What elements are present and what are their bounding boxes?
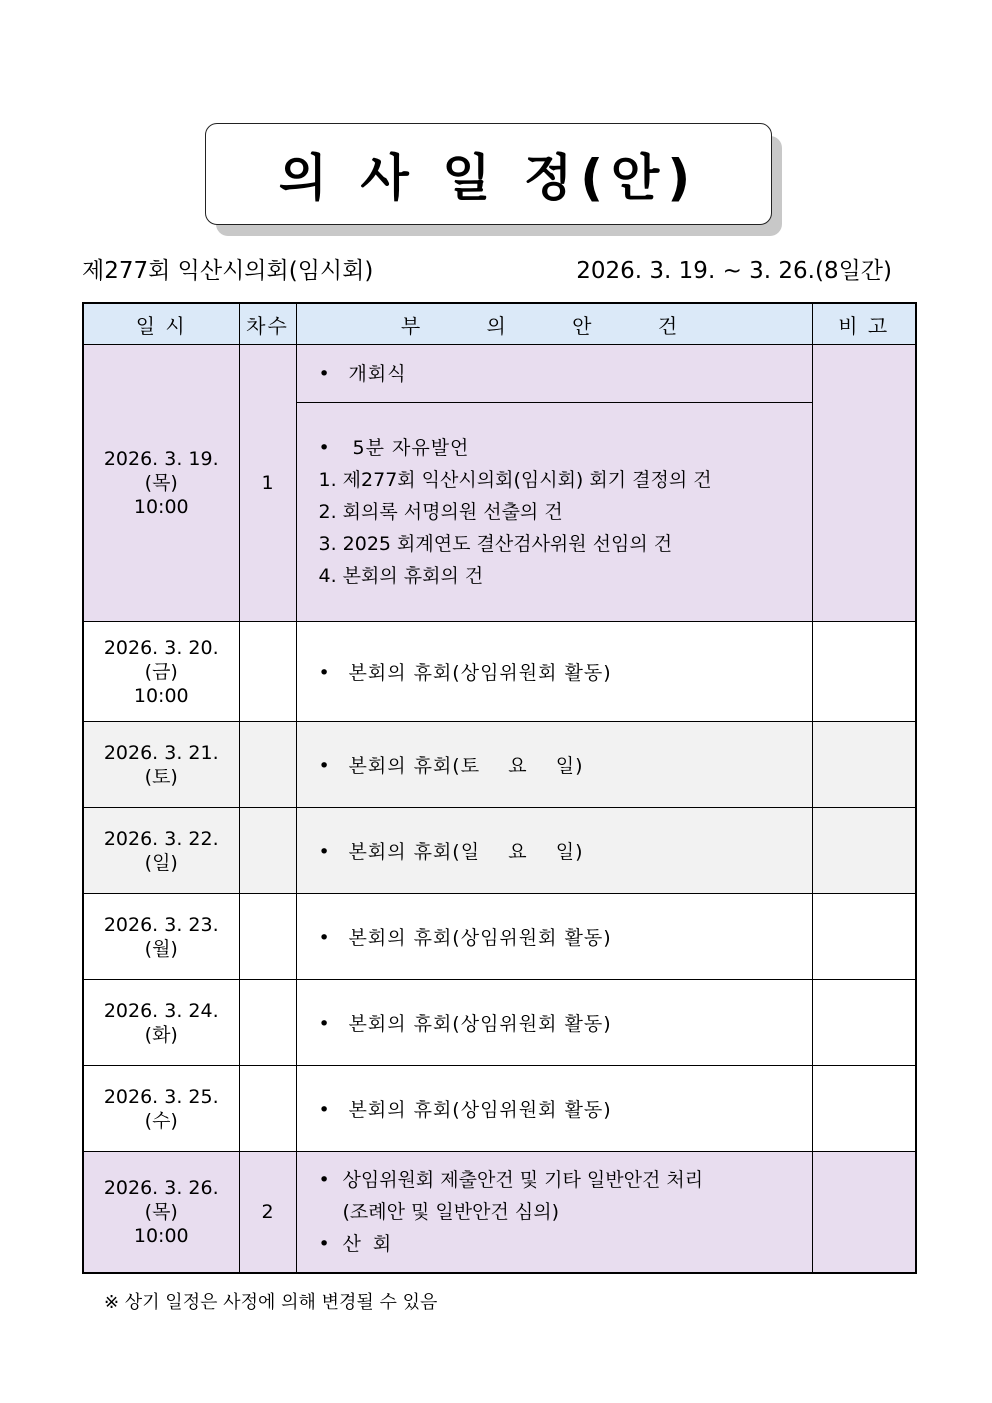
agenda-item: 2. 회의록 서명의원 선출의 건 [318,501,563,523]
session-period: 2026. 3. 19. ~ 3. 26.(8일간) [576,258,892,284]
date-cell: 2026. 3. 20. (금) 10:00 [83,622,239,722]
agenda-cell: • 개회식 [296,345,812,403]
session-name: 제277회 익산시의회(임시회) [82,258,374,284]
session-no-cell: 2 [239,1152,296,1273]
table-row [83,722,916,808]
date-cell: 2026. 3. 24. (화) [83,980,239,1066]
header-session-no: 차수 [239,303,296,345]
agenda-cell: • 상임위원회 제출안건 및 기타 일반안건 처리 (조례안 및 일반안건 심의) • 산 회 [296,1152,812,1273]
footnote: ※ 상기 일정은 사정에 의해 변경될 수 있음 [104,1292,438,1313]
session-no-cell [239,980,296,1066]
table-row [83,345,916,403]
header-agenda: 부 의 안 건 [296,303,812,345]
page-title: 의 사 일 정(안) [278,149,699,207]
date-cell: 2026. 3. 21. (토) [83,722,239,808]
agenda-cell: • 본회의 휴회(상임위원회 활동) [296,1066,812,1152]
agenda-item: 4. 본회의 휴회의 건 [318,565,484,587]
agenda-cell: • 본회의 휴회(일 요 일) [296,808,812,894]
session-no-cell [239,622,296,722]
remarks-cell [812,722,916,808]
remarks-cell [812,894,916,980]
schedule-table [82,302,917,1274]
table-row [83,1066,916,1152]
session-no-cell [239,808,296,894]
table-row [83,894,916,980]
agenda-cell: • 본회의 휴회(상임위원회 활동) [296,894,812,980]
agenda-cell: • 5분 자유발언 1. 제277회 익산시의회(임시회) 회기 결정의 건 2. 회의록 서명의원 선출의 건 3. 2025 회계연도 결산검사위원 선임의 건 4. 본회의 휴회의 건 [296,403,812,622]
session-no-cell: 1 [239,345,296,622]
date-cell: 2026. 3. 19. (목) 10:00 [83,345,239,622]
table-row [83,622,916,722]
agenda-cell: • 본회의 휴회(토 요 일) [296,722,812,808]
table-row [83,808,916,894]
remarks-cell [812,1152,916,1273]
agenda-cell: • 본회의 휴회(상임위원회 활동) [296,980,812,1066]
date-cell: 2026. 3. 22. (일) [83,808,239,894]
session-no-cell [239,1066,296,1152]
remarks-cell [812,622,916,722]
table-row [83,980,916,1066]
remarks-cell [812,1066,916,1152]
agenda-cell: • 본회의 휴회(상임위원회 활동) [296,622,812,722]
agenda-item: 3. 2025 회계연도 결산검사위원 선임의 건 [318,533,673,555]
date-cell: 2026. 3. 25. (수) [83,1066,239,1152]
header-date: 일 시 [83,303,239,345]
title-box [205,123,772,225]
agenda-item: 1. 제277회 익산시의회(임시회) 회기 결정의 건 [318,469,712,491]
table-row [83,1152,916,1273]
header-remarks: 비 고 [812,303,916,345]
session-no-cell [239,722,296,808]
remarks-cell [812,808,916,894]
date-cell: 2026. 3. 26. (목) 10:00 [83,1152,239,1273]
remarks-cell [812,345,916,622]
date-cell: 2026. 3. 23. (월) [83,894,239,980]
session-no-cell [239,894,296,980]
remarks-cell [812,980,916,1066]
table-header-row [83,303,916,345]
